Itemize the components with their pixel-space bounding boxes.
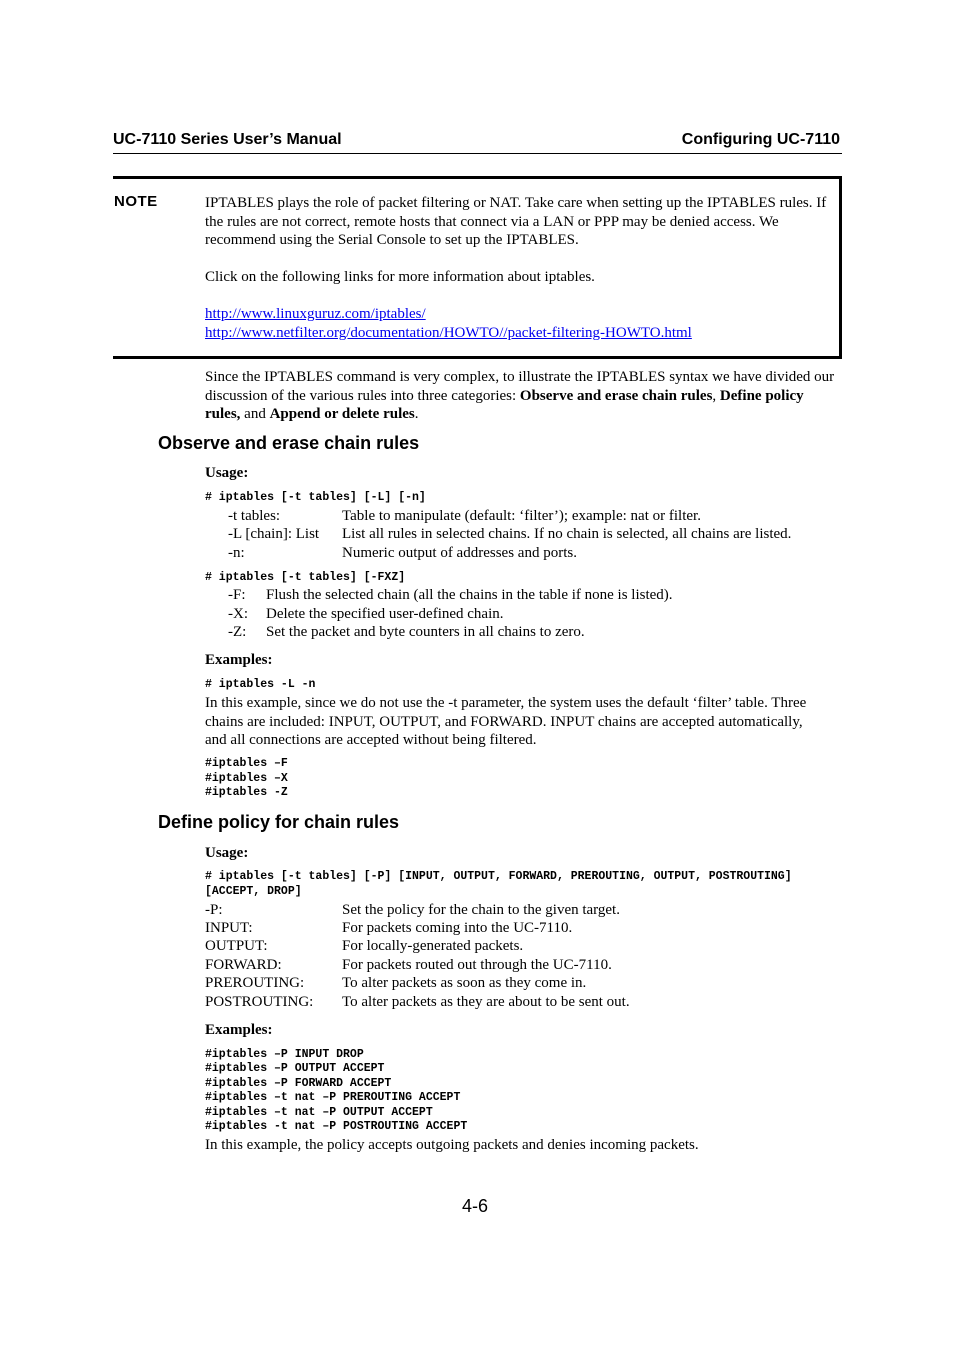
- option-description: For packets coming into the UC-7110.: [342, 920, 573, 936]
- option-name: -F:: [228, 587, 246, 603]
- option-description: To alter packets as soon as they come in.: [342, 975, 587, 991]
- option-description: To alter packets as they are about to be sent out.: [342, 994, 630, 1010]
- intro-category-observe: Observe and erase chain rules: [519, 387, 713, 404]
- code-example: #iptables –F: [205, 757, 288, 770]
- option-description: Numeric output of addresses and ports.: [342, 545, 577, 561]
- option-description: Table to manipulate (default: ‘filter’); example: nat or filter.: [342, 508, 701, 524]
- option-description: Set the packet and byte counters in all chains to zero.: [266, 624, 585, 640]
- netfilter-howto-link[interactable]: http://www.netfilter.org/documentation/HOWTO//packet-filtering-HOWTO.html: [205, 325, 692, 341]
- header-chapter-title: Configuring UC-7110: [681, 131, 840, 148]
- examples-label: Examples:: [205, 1022, 273, 1038]
- option-name: FORWARD:: [205, 957, 282, 973]
- option-name: OUTPUT:: [205, 938, 268, 954]
- page-number: 4-6: [462, 1196, 489, 1216]
- linuxguruz-link[interactable]: http://www.linuxguruz.com/iptables/: [205, 306, 426, 322]
- note-links-intro: Click on the following links for more information about iptables.: [205, 269, 595, 285]
- intro-category-append: Append or delete rules: [269, 406, 415, 422]
- option-description: Set the policy for the chain to the given target.: [342, 902, 620, 918]
- note-label: NOTE: [114, 193, 158, 210]
- examples-label: Examples:: [205, 652, 273, 668]
- code-command: # iptables [-t tables] [-FXZ]: [205, 571, 406, 584]
- option-row: [228, 507, 280, 526]
- intro-category-define: Define policy rules,: [205, 387, 804, 422]
- code-example: #iptables –t nat –P PREROUTING ACCEPT: [205, 1091, 461, 1104]
- option-name: -n:: [228, 545, 245, 561]
- code-command: # iptables [-t tables] [-P] [INPUT, OUTPUT, FORWARD, PREROUTING, OUTPUT, POSTROUTING]: [205, 870, 792, 883]
- intro-separator: ,: [712, 387, 720, 404]
- intro-text: Since the IPTABLES command is very complex, to illustrate the IPTABLES syntax we have divided our discussion of the various rules into three categories:: [205, 369, 835, 404]
- option-name: -t tables:: [228, 508, 281, 524]
- usage-label: Usage:: [205, 845, 249, 861]
- intro-period: .: [414, 406, 419, 422]
- option-description: For locally-generated packets.: [342, 938, 524, 954]
- header-manual-title: UC-7110 Series User’s Manual: [113, 131, 342, 148]
- code-example: #iptables -Z: [205, 786, 288, 799]
- example-explanation: In this example, since we do not use the -t parameter, the system uses the default ‘filter’ table. Three chains are included: INPUT, OUTPUT, and FORWARD. INPUT chains are accepted automatically, and all connections are accepted without being filtered.: [205, 695, 807, 748]
- code-example: #iptables –t nat –P OUTPUT ACCEPT: [205, 1106, 433, 1119]
- section-heading-define-policy: Define policy for chain rules: [158, 812, 400, 832]
- section-heading-observe: Observe and erase chain rules: [158, 433, 420, 453]
- option-description: Delete the specified user-defined chain.: [266, 606, 504, 622]
- option-name: -L [chain]: List: [228, 526, 320, 542]
- code-example: #iptables –P INPUT DROP: [205, 1048, 364, 1061]
- example-explanation: In this example, the policy accepts outgoing packets and denies incoming packets.: [205, 1137, 699, 1153]
- option-name: -P:: [205, 902, 223, 918]
- option-name: -X:: [228, 606, 248, 622]
- code-example: #iptables –P FORWARD ACCEPT: [205, 1077, 392, 1090]
- code-example: #iptables –X: [205, 772, 288, 785]
- code-command-continued: [ACCEPT, DROP]: [205, 885, 302, 898]
- option-row: [228, 544, 245, 563]
- option-description: List all rules in selected chains. If no chain is selected, all chains are listed.: [342, 526, 792, 542]
- intro-paragraph: [205, 368, 835, 424]
- option-name: INPUT:: [205, 920, 253, 936]
- option-name: POSTROUTING:: [205, 994, 314, 1010]
- running-header: [113, 131, 842, 154]
- intro-and: and: [240, 406, 270, 422]
- option-name: -Z:: [228, 624, 247, 640]
- option-row: [228, 525, 319, 544]
- code-example: #iptables –P OUTPUT ACCEPT: [205, 1062, 385, 1075]
- code-example: # iptables -L -n: [205, 678, 316, 691]
- option-description: Flush the selected chain (all the chains in the table if none is listed).: [266, 587, 673, 603]
- code-example: #iptables -t nat –P POSTROUTING ACCEPT: [205, 1120, 468, 1133]
- option-description: For packets routed out through the UC-7110.: [342, 957, 612, 973]
- option-name: PREROUTING:: [205, 975, 305, 991]
- note-paragraph: IPTABLES plays the role of packet filtering or NAT. Take care when setting up the IPTABLES rules. If the rules are not correct, remote hosts that connect via a LAN or PPP may be denied access. We recommend using the Serial Console to set up the IPTABLES.: [205, 195, 827, 248]
- code-command: # iptables [-t tables] [-L] [-n]: [205, 491, 426, 504]
- usage-label: Usage:: [205, 465, 249, 481]
